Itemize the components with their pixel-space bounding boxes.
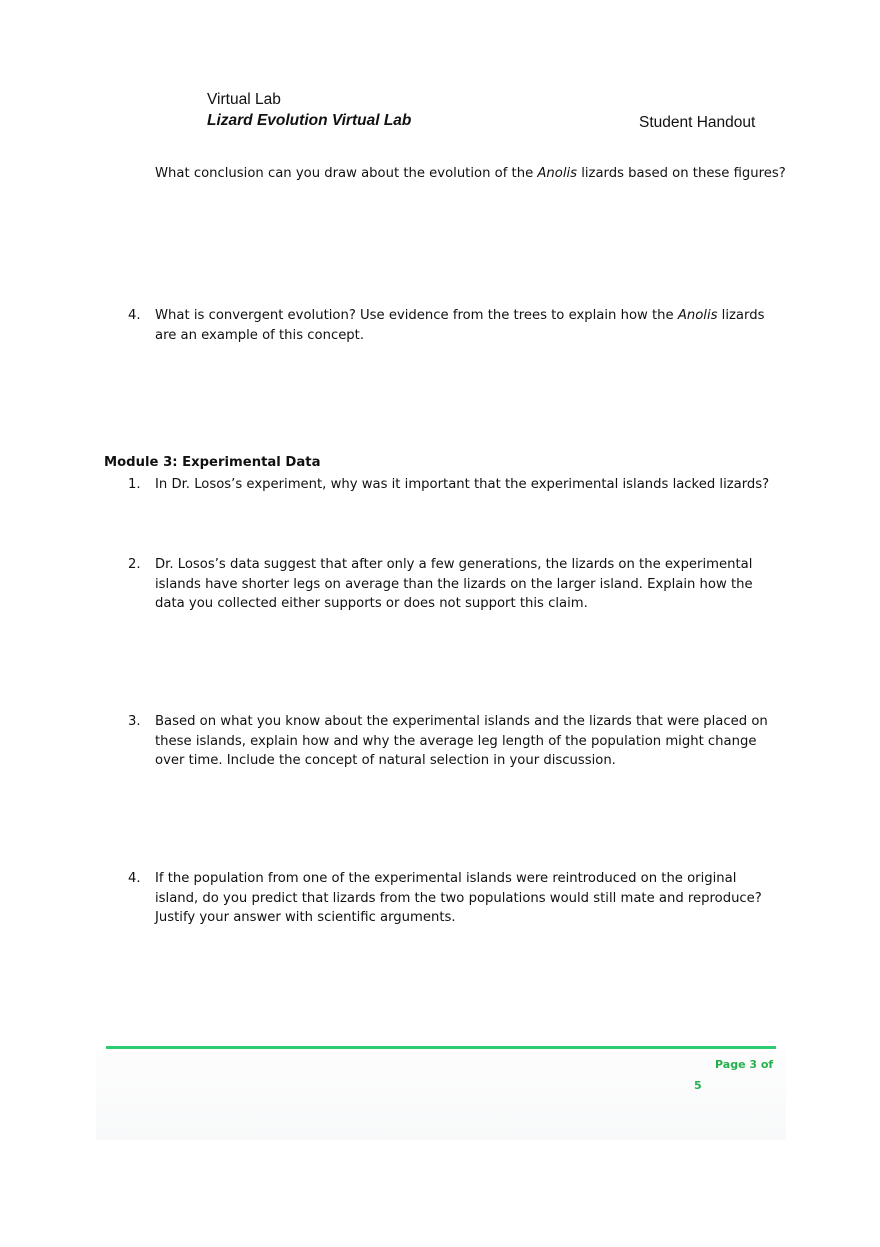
header-lab-label: Virtual Lab	[207, 91, 281, 108]
conclusion-text-before: What conclusion can you draw about the evolution of the	[155, 166, 538, 181]
footer-band	[96, 1050, 786, 1140]
footer-divider	[106, 1046, 776, 1049]
question-number: 3.	[128, 714, 141, 729]
module3-question-4: If the population from one of the experimental islands were reintroduced on the original island, do you predict that lizards from the two populations would still mate and reproduce? Justify your answer with scientific arguments.	[155, 871, 762, 925]
conclusion-question	[155, 164, 795, 184]
convergent-text-italic: Anolis	[677, 308, 718, 323]
question-number: 4.	[128, 871, 141, 886]
convergent-evolution-question	[155, 306, 780, 345]
question-number: 1.	[128, 477, 141, 492]
page-number-label: Page 3 of	[715, 1058, 774, 1071]
convergent-text-before: What is convergent evolution? Use evidence from the trees to explain how the	[155, 308, 678, 323]
module3-question-2: Dr. Losos’s data suggest that after only a few generations, the lizards on the experimental islands have shorter legs on average than the lizards on the larger island. Explain how the data you collected either supports or does not support this claim.	[155, 557, 753, 611]
conclusion-text-after: lizards based on these figures?	[577, 166, 786, 181]
module3-question-3: Based on what you know about the experimental islands and the lizards that were placed on these islands, explain how and why the average leg length of the population might change over time. Include the concept of natural selection in your discussion.	[155, 714, 768, 768]
convergent-text-after: lizards are an example of this concept.	[155, 308, 765, 343]
header-lab-title: Lizard Evolution Virtual Lab	[207, 112, 412, 129]
header-handout-label: Student Handout	[639, 114, 756, 131]
question-number: 4.	[128, 308, 141, 323]
page-number-total: 5	[694, 1079, 702, 1092]
module3-question-1: In Dr. Losos’s experiment, why was it important that the experimental islands lacked lizards?	[155, 477, 770, 492]
question-number: 2.	[128, 557, 141, 572]
module-heading: Module 3: Experimental Data	[104, 455, 321, 470]
conclusion-text-italic: Anolis	[537, 166, 578, 181]
